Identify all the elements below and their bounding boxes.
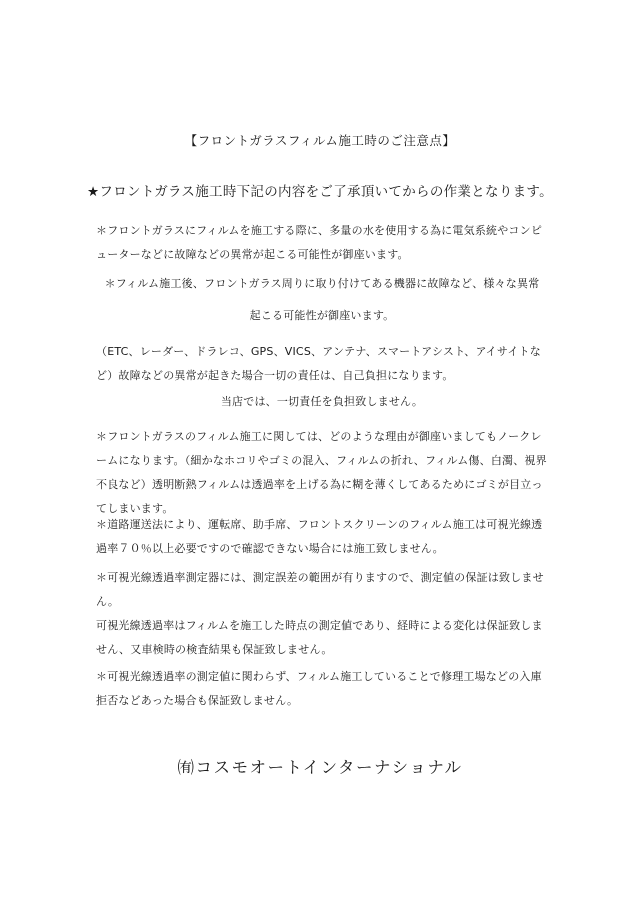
note-transmittance-change: 可視光線透過率はフィルムを施工した時点の測定値であり、経時による変化は保証致しません、又車検時の検査結果も保証致しません。 — [96, 619, 543, 656]
note-no-responsibility: 当店では、一切責任を負担致しません。 — [220, 395, 424, 408]
company-name: ㈲コスモオートインターナショナル — [177, 758, 463, 777]
note-transmittance-law: ＊道路運送法により、運転席、助手席、フロントスクリーンのフィルム施工は可視光線透過率７０％以上必要ですので確認できない場合には施工致しません。 — [96, 518, 543, 555]
note-device-failure-1: ＊フィルム施工後、フロントガラス周りに取り付けてある機器に故障など、様々な異常 — [104, 277, 540, 290]
note-device-list: （ETC、レーダー、ドラレコ、GPS、VICS、アンテナ、スマートアシスト、アイサイトなど）故障などの異常が起きた場合一切の責任は、自己負担になります。 — [96, 345, 541, 382]
lead-statement: ★フロントガラス施工時下記の内容をご了承頂いてからの作業となります。 — [87, 184, 553, 200]
note-measurement-error: ＊可視光線透過率測定器には、測定誤差の範囲が有りますので、測定値の保証は致しません。 — [96, 571, 544, 608]
note-water-damage: ＊フロントガラスにフィルムを施工する際に、多量の水を使用する為に電気系統やコンピューターなどに故障などの異常が起こる可能性が御座います。 — [96, 224, 543, 261]
note-device-failure-2: 起こる可能性が御座います。 — [249, 309, 395, 322]
note-repair-refusal: ＊可視光線透過率の測定値に関わらず、フィルム施工していることで修理工場などの入庫拒否などあった場合も保証致しません。 — [96, 670, 542, 707]
note-no-claim: ＊フロントガラスのフィルム施工に関しては、どのような理由が御座いましてもノークレームになります。（細かなホコリやゴミの混入、フィルムの折れ、フィルム傷、白濁、視界不良など）透明断熱フィルムは透過率を上げる為に糊を薄くしてあるためにゴミが目立ってしまいます。 — [96, 430, 547, 515]
document-title: 【フロントガラスフィルム施工時のご注意点】 — [184, 133, 456, 148]
